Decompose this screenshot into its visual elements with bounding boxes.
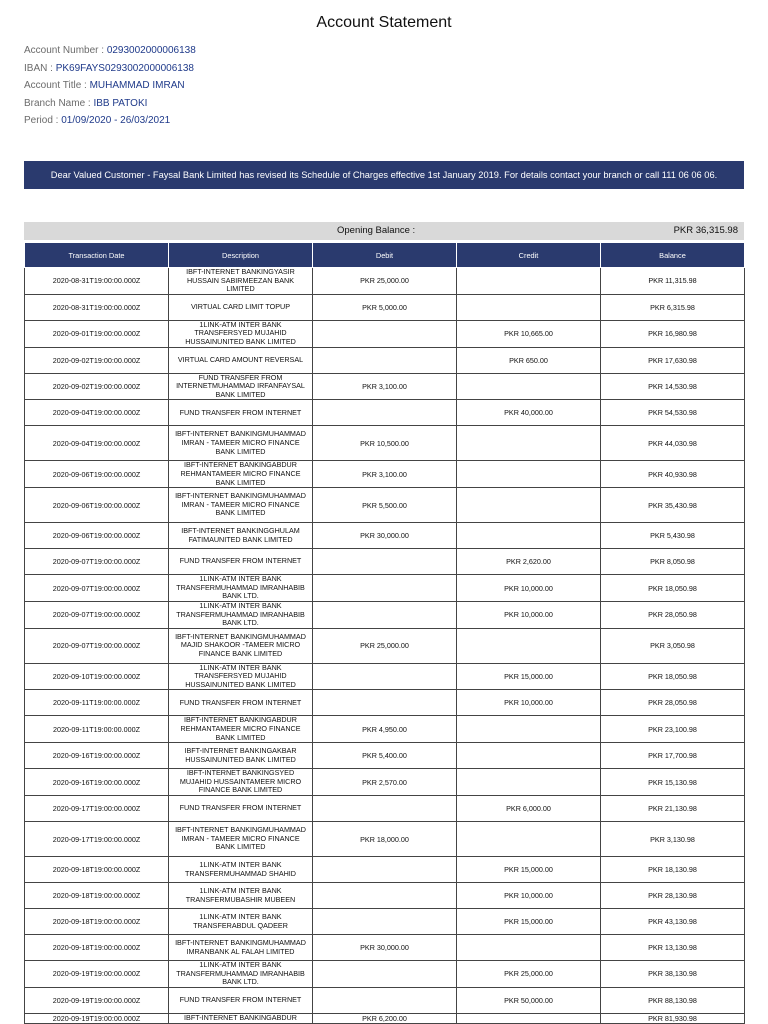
cell-balance: PKR 38,130.98 — [601, 961, 745, 988]
cell-balance: PKR 15,130.98 — [601, 769, 745, 796]
cell-credit: PKR 50,000.00 — [457, 987, 601, 1013]
cell-balance: PKR 88,130.98 — [601, 987, 745, 1013]
cell-balance: PKR 11,315.98 — [601, 268, 745, 295]
cell-balance: PKR 18,130.98 — [601, 857, 745, 883]
cell-description: IBFT-INTERNET BANKINGMUHAMMAD IMRAN - TAMEER MICRO FINANCE BANK LIMITED — [169, 426, 313, 461]
cell-credit: PKR 10,000.00 — [457, 601, 601, 628]
cell-balance: PKR 3,050.98 — [601, 628, 745, 663]
cell-credit — [457, 523, 601, 549]
notice-banner — [24, 161, 744, 189]
cell-date: 2020-09-11T19:00:00.000Z — [25, 690, 169, 716]
column-header-description: Description — [169, 243, 313, 268]
cell-credit — [457, 628, 601, 663]
cell-debit: PKR 3,100.00 — [313, 373, 457, 400]
cell-balance: PKR 6,315.98 — [601, 294, 745, 320]
table-row — [25, 347, 745, 373]
cell-balance: PKR 23,100.98 — [601, 716, 745, 743]
cell-credit: PKR 10,000.00 — [457, 883, 601, 909]
cell-credit: PKR 6,000.00 — [457, 796, 601, 822]
table-row — [25, 400, 745, 426]
table-row — [25, 690, 745, 716]
cell-debit — [313, 857, 457, 883]
cell-debit: PKR 18,000.00 — [313, 822, 457, 857]
cell-description: IBFT-INTERNET BANKINGMUHAMMAD IMRAN - TAMEER MICRO FINANCE BANK LIMITED — [169, 822, 313, 857]
cell-debit — [313, 400, 457, 426]
cell-description: FUND TRANSFER FROM INTERNET — [169, 987, 313, 1013]
branch-name-label: Branch Name : — [24, 97, 94, 109]
cell-debit — [313, 575, 457, 602]
cell-date: 2020-09-18T19:00:00.000Z — [25, 935, 169, 961]
cell-balance: PKR 28,050.98 — [601, 690, 745, 716]
cell-balance: PKR 44,030.98 — [601, 426, 745, 461]
account-info — [24, 42, 196, 130]
cell-description: 1LINK-ATM INTER BANK TRANSFERMUHAMMAD IMRANHABIB BANK LTD. — [169, 575, 313, 602]
cell-credit — [457, 769, 601, 796]
cell-description: FUND TRANSFER FROM INTERNET — [169, 400, 313, 426]
cell-balance: PKR 18,050.98 — [601, 663, 745, 690]
cell-date: 2020-09-06T19:00:00.000Z — [25, 461, 169, 488]
cell-balance: PKR 13,130.98 — [601, 935, 745, 961]
table-row — [25, 935, 745, 961]
cell-debit — [313, 601, 457, 628]
cell-balance: PKR 28,130.98 — [601, 883, 745, 909]
cell-credit — [457, 716, 601, 743]
cell-description: 1LINK-ATM INTER BANK TRANSFERMUBASHIR MUBEEN — [169, 883, 313, 909]
cell-date: 2020-09-06T19:00:00.000Z — [25, 523, 169, 549]
iban-row — [24, 60, 196, 78]
cell-balance: PKR 16,980.98 — [601, 320, 745, 347]
iban-label: IBAN : — [24, 62, 56, 74]
cell-debit — [313, 690, 457, 716]
cell-credit: PKR 15,000.00 — [457, 663, 601, 690]
table-header-row — [25, 243, 745, 268]
cell-date: 2020-09-02T19:00:00.000Z — [25, 373, 169, 400]
cell-description: IBFT-INTERNET BANKINGGHULAM FATIMAUNITED BANK LIMITED — [169, 523, 313, 549]
cell-debit — [313, 320, 457, 347]
cell-debit: PKR 5,400.00 — [313, 743, 457, 769]
branch-name-value: IBB PATOKI — [93, 97, 148, 109]
cell-description: FUND TRANSFER FROM INTERNETMUHAMMAD IRFANFAYSAL BANK LIMITED — [169, 373, 313, 400]
table-row — [25, 743, 745, 769]
column-header-debit: Debit — [313, 243, 457, 268]
table-row — [25, 294, 745, 320]
table-row — [25, 320, 745, 347]
cell-description: VIRTUAL CARD AMOUNT REVERSAL — [169, 347, 313, 373]
cell-credit: PKR 10,000.00 — [457, 690, 601, 716]
table-row — [25, 575, 745, 602]
cell-description: IBFT-INTERNET BANKINGSYED MUJAHID HUSSAINTAMEER MICRO FINANCE BANK LIMITED — [169, 769, 313, 796]
table-row — [25, 822, 745, 857]
cell-debit: PKR 3,100.00 — [313, 461, 457, 488]
cell-description: FUND TRANSFER FROM INTERNET — [169, 549, 313, 575]
table-row — [25, 461, 745, 488]
cell-description: FUND TRANSFER FROM INTERNET — [169, 690, 313, 716]
cell-credit — [457, 426, 601, 461]
cell-description: 1LINK-ATM INTER BANK TRANSFERMUHAMMAD IMRANHABIB BANK LTD. — [169, 601, 313, 628]
cell-balance: PKR 54,530.98 — [601, 400, 745, 426]
cell-debit — [313, 549, 457, 575]
table-row — [25, 663, 745, 690]
column-header-balance: Balance — [601, 243, 745, 268]
cell-date: 2020-09-18T19:00:00.000Z — [25, 857, 169, 883]
branch-name-row — [24, 95, 196, 113]
account-title-row — [24, 77, 196, 95]
cell-credit — [457, 822, 601, 857]
column-header-date: Transaction Date — [25, 243, 169, 268]
cell-description: 1LINK-ATM INTER BANK TRANSFERABDUL QADEER — [169, 909, 313, 935]
cell-debit — [313, 961, 457, 988]
cell-debit: PKR 4,950.00 — [313, 716, 457, 743]
cell-credit — [457, 373, 601, 400]
cell-balance: PKR 5,430.98 — [601, 523, 745, 549]
table-row — [25, 883, 745, 909]
cell-credit — [457, 268, 601, 295]
cell-credit — [457, 294, 601, 320]
cell-description: 1LINK-ATM INTER BANK TRANSFERSYED MUJAHID HUSSAINUNITED BANK LIMITED — [169, 663, 313, 690]
cell-date: 2020-09-04T19:00:00.000Z — [25, 400, 169, 426]
cell-balance: PKR 18,050.98 — [601, 575, 745, 602]
cell-debit — [313, 883, 457, 909]
period-value: 01/09/2020 - 26/03/2021 — [61, 115, 171, 127]
cell-debit — [313, 663, 457, 690]
cell-date: 2020-09-01T19:00:00.000Z — [25, 320, 169, 347]
table-row — [25, 426, 745, 461]
cell-debit: PKR 25,000.00 — [313, 628, 457, 663]
cell-debit: PKR 30,000.00 — [313, 523, 457, 549]
cell-credit: PKR 10,665.00 — [457, 320, 601, 347]
opening-balance-value: PKR 36,315.98 — [673, 225, 738, 236]
account-title-value: MUHAMMAD IMRAN — [89, 80, 185, 92]
cell-debit: PKR 6,200.00 — [313, 1013, 457, 1023]
cell-description: IBFT-INTERNET BANKINGMUHAMMAD IMRAN - TAMEER MICRO FINANCE BANK LIMITED — [169, 488, 313, 523]
cell-date: 2020-09-11T19:00:00.000Z — [25, 716, 169, 743]
table-row — [25, 716, 745, 743]
cell-balance: PKR 40,930.98 — [601, 461, 745, 488]
cell-debit: PKR 5,500.00 — [313, 488, 457, 523]
cell-balance: PKR 14,530.98 — [601, 373, 745, 400]
cell-debit — [313, 987, 457, 1013]
table-row — [25, 796, 745, 822]
cell-credit — [457, 1013, 601, 1023]
table-row — [25, 769, 745, 796]
cell-date: 2020-09-17T19:00:00.000Z — [25, 822, 169, 857]
cell-debit — [313, 909, 457, 935]
cell-credit — [457, 935, 601, 961]
cell-balance: PKR 3,130.98 — [601, 822, 745, 857]
iban-value: PK69FAYS0293002000006138 — [55, 62, 194, 74]
cell-date: 2020-09-19T19:00:00.000Z — [25, 1013, 169, 1023]
cell-description: 1LINK-ATM INTER BANK TRANSFERMUHAMMAD SHAHID — [169, 857, 313, 883]
cell-debit: PKR 25,000.00 — [313, 268, 457, 295]
notice-text: Dear Valued Customer - Faysal Bank Limited has revised its Schedule of Charges effective 1st January 2019. For details contact your branch or call 111 06 06 06. — [50, 170, 718, 180]
opening-balance-bar — [24, 222, 744, 240]
account-number-value: 0293002000006138 — [106, 45, 196, 56]
cell-description: IBFT-INTERNET BANKINGABDUR — [169, 1013, 313, 1023]
cell-description: 1LINK-ATM INTER BANK TRANSFERMUHAMMAD IMRANHABIB BANK LTD. — [169, 961, 313, 988]
cell-description: VIRTUAL CARD LIMIT TOPUP — [169, 294, 313, 320]
cell-debit: PKR 10,500.00 — [313, 426, 457, 461]
cell-description: IBFT-INTERNET BANKINGABDUR REHMANTAMEER MICRO FINANCE BANK LIMITED — [169, 461, 313, 488]
table-row — [25, 549, 745, 575]
cell-date: 2020-09-18T19:00:00.000Z — [25, 883, 169, 909]
cell-date: 2020-09-16T19:00:00.000Z — [25, 769, 169, 796]
account-number-label: Account Number : — [24, 45, 107, 56]
cell-debit: PKR 5,000.00 — [313, 294, 457, 320]
cell-credit — [457, 488, 601, 523]
table-row — [25, 268, 745, 295]
cell-date: 2020-08-31T19:00:00.000Z — [25, 294, 169, 320]
table-row — [25, 961, 745, 988]
table-row — [25, 1013, 745, 1023]
table-row — [25, 909, 745, 935]
column-header-credit: Credit — [457, 243, 601, 268]
table-row — [25, 628, 745, 663]
transactions-table — [24, 242, 745, 1024]
cell-balance: PKR 8,050.98 — [601, 549, 745, 575]
cell-description: IBFT-INTERNET BANKINGMUHAMMAD MAJID SHAKOOR -TAMEER MICRO FINANCE BANK LIMITED — [169, 628, 313, 663]
cell-credit — [457, 743, 601, 769]
cell-debit: PKR 30,000.00 — [313, 935, 457, 961]
cell-date: 2020-09-16T19:00:00.000Z — [25, 743, 169, 769]
period-row — [24, 112, 196, 130]
cell-description: IBFT-INTERNET BANKINGABDUR REHMANTAMEER MICRO FINANCE BANK LIMITED — [169, 716, 313, 743]
cell-credit: PKR 15,000.00 — [457, 909, 601, 935]
cell-date: 2020-09-07T19:00:00.000Z — [25, 549, 169, 575]
cell-description: IBFT-INTERNET BANKINGYASIR HUSSAIN SABIRMEEZAN BANK LIMITED — [169, 268, 313, 295]
table-row — [25, 523, 745, 549]
cell-balance: PKR 81,930.98 — [601, 1013, 745, 1023]
period-label: Period : — [24, 115, 62, 127]
cell-credit: PKR 15,000.00 — [457, 857, 601, 883]
cell-date: 2020-09-10T19:00:00.000Z — [25, 663, 169, 690]
table-row — [25, 601, 745, 628]
table-row — [25, 987, 745, 1013]
cell-date: 2020-09-07T19:00:00.000Z — [25, 575, 169, 602]
cell-date: 2020-09-07T19:00:00.000Z — [25, 628, 169, 663]
cell-description: IBFT-INTERNET BANKINGMUHAMMAD IMRANBANK AL FALAH LIMITED — [169, 935, 313, 961]
cell-date: 2020-08-31T19:00:00.000Z — [25, 268, 169, 295]
account-title-label: Account Title : — [24, 80, 90, 92]
table-row — [25, 488, 745, 523]
cell-credit: PKR 2,620.00 — [457, 549, 601, 575]
cell-description: 1LINK-ATM INTER BANK TRANSFERSYED MUJAHID HUSSAINUNITED BANK LIMITED — [169, 320, 313, 347]
account-number-row — [24, 42, 196, 60]
cell-date: 2020-09-02T19:00:00.000Z — [25, 347, 169, 373]
cell-date: 2020-09-06T19:00:00.000Z — [25, 488, 169, 523]
cell-date: 2020-09-18T19:00:00.000Z — [25, 909, 169, 935]
table-row — [25, 373, 745, 400]
opening-balance-label: Opening Balance : — [337, 225, 416, 236]
cell-description: IBFT-INTERNET BANKINGAKBAR HUSSAINUNITED BANK LIMITED — [169, 743, 313, 769]
cell-balance: PKR 17,630.98 — [601, 347, 745, 373]
cell-credit: PKR 10,000.00 — [457, 575, 601, 602]
cell-date: 2020-09-04T19:00:00.000Z — [25, 426, 169, 461]
cell-credit: PKR 40,000.00 — [457, 400, 601, 426]
cell-credit: PKR 25,000.00 — [457, 961, 601, 988]
cell-date: 2020-09-19T19:00:00.000Z — [25, 987, 169, 1013]
cell-debit — [313, 347, 457, 373]
transactions-body — [25, 268, 745, 1024]
cell-debit — [313, 796, 457, 822]
cell-description: FUND TRANSFER FROM INTERNET — [169, 796, 313, 822]
table-row — [25, 857, 745, 883]
cell-date: 2020-09-07T19:00:00.000Z — [25, 601, 169, 628]
cell-date: 2020-09-17T19:00:00.000Z — [25, 796, 169, 822]
cell-balance: PKR 21,130.98 — [601, 796, 745, 822]
cell-debit: PKR 2,570.00 — [313, 769, 457, 796]
cell-balance: PKR 28,050.98 — [601, 601, 745, 628]
cell-balance: PKR 17,700.98 — [601, 743, 745, 769]
cell-date: 2020-09-19T19:00:00.000Z — [25, 961, 169, 988]
cell-credit — [457, 461, 601, 488]
cell-balance: PKR 43,130.98 — [601, 909, 745, 935]
page-title: Account Statement — [316, 14, 452, 31]
cell-credit: PKR 650.00 — [457, 347, 601, 373]
cell-balance: PKR 35,430.98 — [601, 488, 745, 523]
